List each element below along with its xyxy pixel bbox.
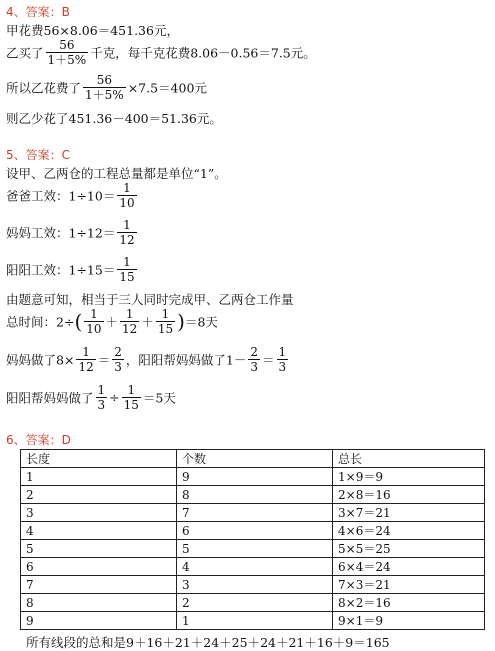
- equals-sign: ＝: [261, 352, 275, 368]
- table-row: [21, 540, 485, 558]
- fraction: [248, 345, 260, 374]
- cell-length: 3: [21, 504, 177, 522]
- q4-line-2-post: 千克，每千克花费8.06－0.56＝7.5元。: [90, 45, 316, 61]
- cell-total: 8×2＝16: [333, 594, 485, 612]
- header-length: 长度: [21, 450, 177, 468]
- fraction: [83, 73, 126, 102]
- q5-total-time: [6, 307, 218, 336]
- cell-count: 8: [177, 486, 333, 504]
- yangyang-help-label: ，阳阳帮妈妈做了1－: [125, 352, 247, 368]
- numerator: 1: [82, 345, 90, 359]
- fraction: [46, 38, 89, 67]
- denominator: 3: [278, 360, 287, 374]
- q4-line-2: [6, 38, 316, 67]
- cell-total: 1×9＝9: [333, 468, 485, 486]
- denominator: 12: [78, 360, 94, 374]
- divide-sign: ÷: [109, 390, 120, 405]
- table-row: [21, 486, 485, 504]
- fraction: [76, 345, 95, 374]
- last-line-label: 阳阳帮妈妈做了: [6, 390, 94, 406]
- numerator: 56: [96, 73, 112, 87]
- denominator: 3: [97, 398, 106, 412]
- numerator: 1: [97, 383, 106, 397]
- table-row: [21, 522, 485, 540]
- q4-line-4: 则乙少花了451.36－400＝51.36元。: [6, 111, 222, 126]
- numerator: 1: [278, 345, 287, 359]
- segments-table: [20, 449, 485, 630]
- equals-sign: ＝: [97, 352, 111, 368]
- q5-line-1: 设甲、乙两仓的工程总量都是单位“1”。: [6, 166, 227, 181]
- q4-line-3-post: ×7.5＝400元: [127, 80, 207, 96]
- cell-total: 6×4＝24: [333, 558, 485, 576]
- numerator: 1: [127, 383, 136, 397]
- q5-last-line: [6, 383, 176, 412]
- q5-line-5: 由题意可知，相当于三人同时完成甲、乙两仓工作量: [6, 292, 294, 307]
- denominator: 12: [122, 322, 138, 336]
- fraction: [117, 181, 136, 210]
- table-row: [21, 612, 485, 630]
- table-row: [21, 576, 485, 594]
- table-row: [21, 594, 485, 612]
- numerator: 1: [123, 218, 131, 232]
- denominator: 1＋5%: [85, 88, 124, 102]
- numerator: 1: [125, 307, 134, 321]
- numerator: 1: [123, 181, 131, 195]
- cell-total: 3×7＝21: [333, 504, 485, 522]
- mom-rate-label: 妈妈工效：1÷12＝: [6, 225, 116, 241]
- denominator: 10: [119, 196, 135, 210]
- cell-total: 2×8＝16: [333, 486, 485, 504]
- cell-length: 7: [21, 576, 177, 594]
- total-time-label: 总时间：2÷: [6, 314, 75, 330]
- denominator: 1＋5%: [47, 53, 87, 67]
- numerator: 2: [114, 345, 122, 359]
- q5-mom-rate: [6, 218, 139, 247]
- cell-length: 8: [21, 594, 177, 612]
- q6-summary: 所有线段的总和是9＋16＋21＋24＋25＋24＋21＋16＋9＝165: [26, 635, 390, 650]
- cell-count: 2: [177, 594, 333, 612]
- q4-line-3-pre: 所以乙花费了: [6, 80, 82, 96]
- q4-line-1: 甲花费56×8.06＝451.36元，: [6, 23, 179, 38]
- fraction: [117, 255, 136, 284]
- fraction: [277, 345, 289, 374]
- cell-length: 9: [21, 612, 177, 630]
- fraction: [117, 218, 136, 247]
- dad-rate-label: 爸爸工效：1÷10＝: [6, 188, 116, 204]
- last-line-result: ＝5天: [142, 390, 176, 406]
- cell-length: 1: [21, 468, 177, 486]
- cell-count: 5: [177, 540, 333, 558]
- q6-header: 6、答案：D: [6, 433, 71, 447]
- numerator: 1: [161, 307, 170, 321]
- cell-total: 4×6＝24: [333, 522, 485, 540]
- denominator: 12: [119, 233, 135, 247]
- cell-total: 7×3＝21: [333, 576, 485, 594]
- fraction: [122, 383, 141, 412]
- plus-sign: ＋: [105, 314, 119, 330]
- header-count: 个数: [177, 450, 333, 468]
- fraction: [84, 307, 103, 336]
- numerator: 1: [123, 255, 131, 269]
- cell-count: 4: [177, 558, 333, 576]
- table-row: [21, 504, 485, 522]
- cell-total: 5×5＝25: [333, 540, 485, 558]
- cell-length: 5: [21, 540, 177, 558]
- q5-header: 5、答案：C: [6, 148, 71, 162]
- cell-total: 9×1＝9: [333, 612, 485, 630]
- q4-line-3: [6, 73, 207, 102]
- total-time-result: ＝8天: [184, 314, 218, 330]
- denominator: 15: [123, 398, 139, 412]
- denominator: 3: [114, 360, 122, 374]
- open-paren: (: [74, 309, 83, 334]
- fraction: [156, 307, 175, 336]
- table-header-row: [21, 450, 485, 468]
- plus-sign: ＋: [141, 314, 154, 330]
- fraction: [112, 345, 124, 374]
- q5-yangyang-rate: [6, 255, 139, 284]
- numerator: 1: [90, 307, 98, 321]
- cell-count: 9: [177, 468, 333, 486]
- header-total: 总长: [333, 450, 485, 468]
- denominator: 15: [119, 270, 135, 284]
- q4-header: 4、答案：B: [6, 5, 70, 19]
- q5-mom-did: [6, 345, 290, 374]
- yangyang-rate-label: 阳阳工效：1÷15＝: [6, 262, 116, 278]
- q4-line-2-pre: 乙买了: [6, 45, 44, 61]
- numerator: 2: [250, 345, 258, 359]
- cell-count: 3: [177, 576, 333, 594]
- cell-count: 1: [177, 612, 333, 630]
- cell-length: 2: [21, 486, 177, 504]
- table-row: [21, 468, 485, 486]
- denominator: 15: [157, 322, 174, 336]
- cell-count: 6: [177, 522, 333, 540]
- cell-length: 4: [21, 522, 177, 540]
- q5-dad-rate: [6, 181, 139, 210]
- fraction: [96, 383, 108, 412]
- cell-count: 7: [177, 504, 333, 522]
- numerator: 56: [59, 38, 75, 52]
- mom-did-label: 妈妈做了8×: [6, 352, 75, 368]
- fraction: [120, 307, 139, 336]
- close-paren: ): [177, 309, 185, 334]
- cell-length: 6: [21, 558, 177, 576]
- denominator: 10: [86, 322, 102, 336]
- denominator: 3: [250, 360, 258, 374]
- table-row: [21, 558, 485, 576]
